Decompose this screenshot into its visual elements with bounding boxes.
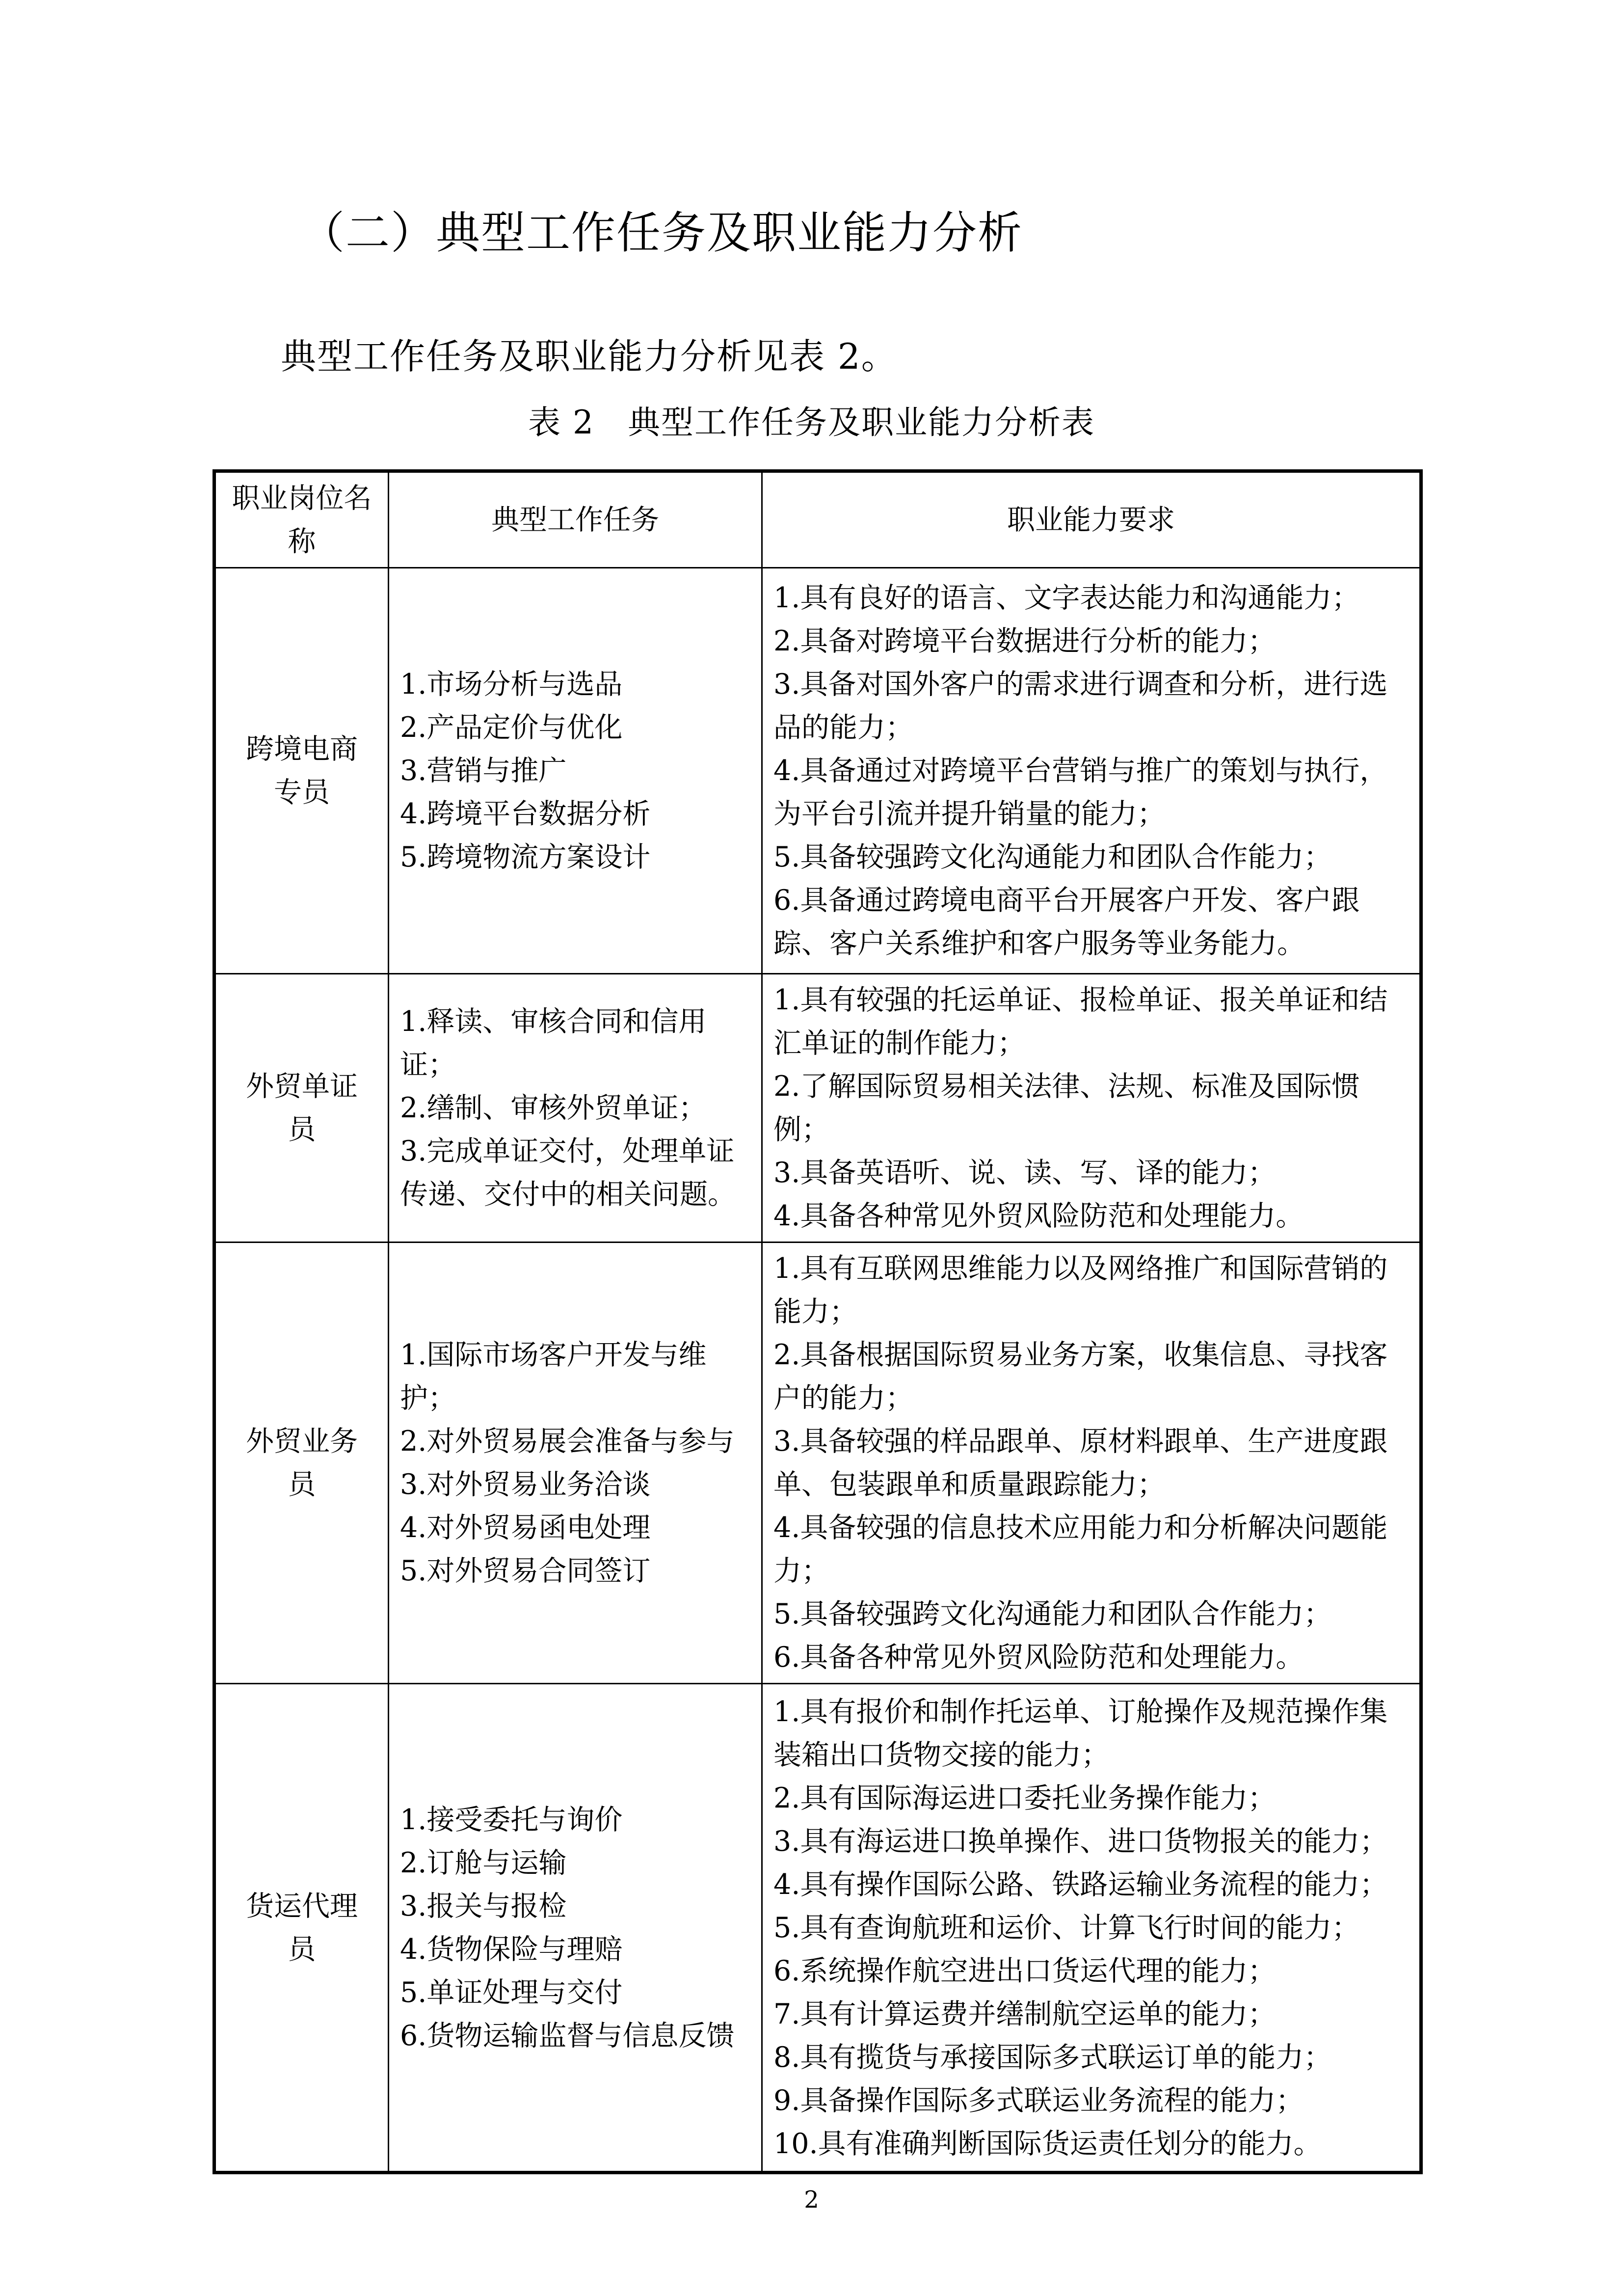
requirement-item: 5.具备较强跨文化沟通能力和团队合作能力； — [773, 1598, 1332, 1630]
requirements-cell — [762, 1684, 1421, 2173]
requirement-item: 4.具备各种常见外贸风险防范和处理能力。 — [773, 1200, 1304, 1232]
task-item: 4.货物保险与理赔 — [400, 1933, 623, 1966]
task-item: 1.接受委托与询价 — [400, 1803, 623, 1836]
requirement-item: 6.系统操作航空进出口货运代理的能力； — [773, 1954, 1276, 1987]
requirements-cell — [762, 1243, 1421, 1684]
requirement-item: 2.具有国际海运进口委托业务操作能力； — [773, 1782, 1276, 1814]
post-line: 货运代理 — [246, 1890, 358, 1922]
requirement-item: 4.具备较强的信息技术应用能力和分析解决问题能力； — [773, 1512, 1388, 1587]
task-item: 3.完成单证交付，处理单证传递、交付中的相关问题。 — [400, 1135, 736, 1211]
post-line: 员 — [288, 1933, 316, 1966]
table-header-row — [214, 471, 1421, 568]
tasks-cell — [389, 568, 762, 974]
task-item: 2.产品定价与优化 — [400, 711, 623, 744]
task-item: 2.缮制、审核外贸单证； — [400, 1092, 707, 1124]
requirement-item: 1.具有报价和制作托运单、订舱操作及规范操作集装箱出口货物交接的能力； — [773, 1695, 1388, 1771]
requirement-item: 7.具有计算运费并缮制航空运单的能力； — [773, 1998, 1276, 2030]
requirements-cell — [762, 568, 1421, 974]
table-caption: 表 2 典型工作任务及职业能力分析表 — [528, 404, 1095, 441]
post-cell — [214, 568, 389, 974]
post-cell — [214, 1243, 389, 1684]
requirement-item: 1.具有良好的语言、文字表达能力和沟通能力； — [773, 582, 1360, 614]
requirement-item: 1.具有互联网思维能力以及网络推广和国际营销的能力； — [773, 1252, 1388, 1328]
post-line: 专员 — [274, 776, 330, 809]
requirement-item: 2.了解国际贸易相关法律、法规、标准及国际惯例； — [773, 1070, 1360, 1146]
analysis-table — [213, 469, 1423, 2174]
table-row — [214, 1243, 1421, 1684]
task-item: 1.释读、审核合同和信用证； — [400, 1005, 707, 1081]
section-heading: （二）典型工作任务及职业能力分析 — [300, 207, 1023, 259]
requirement-item: 4.具有操作国际公路、铁路运输业务流程的能力； — [773, 1868, 1388, 1901]
requirement-item: 8.具有揽货与承接国际多式联运订单的能力； — [773, 2041, 1332, 2074]
post-line: 员 — [288, 1468, 316, 1501]
task-item: 3.报关与报检 — [400, 1890, 567, 1922]
header-post: 职业岗位名称 — [214, 471, 389, 568]
tasks-cell — [389, 974, 762, 1243]
header-tasks: 典型工作任务 — [389, 471, 762, 568]
requirement-item: 5.具备较强跨文化沟通能力和团队合作能力； — [773, 841, 1332, 873]
task-item: 2.对外贸易展会准备与参与 — [400, 1425, 735, 1458]
post-line: 外贸单证 — [246, 1070, 358, 1103]
task-item: 3.营销与推广 — [400, 755, 567, 787]
task-item: 3.对外贸易业务洽谈 — [400, 1468, 651, 1501]
requirements-cell — [762, 974, 1421, 1243]
tasks-cell — [389, 1684, 762, 2173]
task-item: 2.订舱与运输 — [400, 1846, 567, 1879]
page-number: 2 — [804, 2186, 819, 2214]
post-line: 员 — [288, 1113, 316, 1146]
task-item: 4.跨境平台数据分析 — [400, 798, 651, 830]
header-requirements: 职业能力要求 — [762, 471, 1421, 568]
post-line: 外贸业务 — [246, 1425, 358, 1458]
task-item: 5.对外贸易合同签订 — [400, 1555, 651, 1587]
task-item: 5.跨境物流方案设计 — [400, 841, 651, 873]
tasks-cell — [389, 1243, 762, 1684]
requirement-item: 1.具有较强的托运单证、报检单证、报关单证和结汇单证的制作能力； — [773, 984, 1388, 1059]
requirement-item: 2.具备对跨境平台数据进行分析的能力； — [773, 625, 1276, 657]
requirement-item: 3.具备英语听、说、读、写、译的能力； — [773, 1157, 1276, 1189]
task-item: 4.对外贸易函电处理 — [400, 1512, 651, 1544]
task-item: 1.国际市场客户开发与维护； — [400, 1339, 707, 1414]
table-row — [214, 1684, 1421, 2173]
requirement-item: 3.具备对国外客户的需求进行调查和分析，进行选品的能力； — [773, 668, 1388, 744]
task-item: 5.单证处理与交付 — [400, 1976, 623, 2009]
requirement-item: 5.具有查询航班和运价、计算飞行时间的能力； — [773, 1911, 1360, 1944]
post-cell — [214, 974, 389, 1243]
requirement-item: 3.具备较强的样品跟单、原材料跟单、生产进度跟单、包装跟单和质量跟踪能力； — [773, 1425, 1388, 1501]
requirement-item: 3.具有海运进口换单操作、进口货物报关的能力； — [773, 1825, 1388, 1858]
requirement-item: 4.具备通过对跨境平台营销与推广的策划与执行，为平台引流并提升销量的能力； — [773, 755, 1388, 830]
requirement-item: 6.具备通过跨境电商平台开展客户开发、客户跟踪、客户关系维护和客户服务等业务能力。 — [773, 884, 1360, 960]
task-item: 6.货物运输监督与信息反馈 — [400, 2019, 735, 2052]
post-cell — [214, 1684, 389, 2173]
post-line: 跨境电商 — [246, 733, 358, 765]
table-row — [214, 568, 1421, 974]
task-item: 1.市场分析与选品 — [400, 668, 623, 701]
requirement-item: 9.具备操作国际多式联运业务流程的能力； — [773, 2084, 1304, 2117]
table-row — [214, 974, 1421, 1243]
requirement-item: 2.具备根据国际贸易业务方案，收集信息、寻找客户的能力； — [773, 1339, 1388, 1414]
requirement-item: 10.具有准确判断国际货运责任划分的能力。 — [773, 2127, 1322, 2160]
intro-paragraph: 典型工作任务及职业能力分析见表 2。 — [281, 336, 898, 377]
requirement-item: 6.具备各种常见外贸风险防范和处理能力。 — [773, 1641, 1304, 1674]
